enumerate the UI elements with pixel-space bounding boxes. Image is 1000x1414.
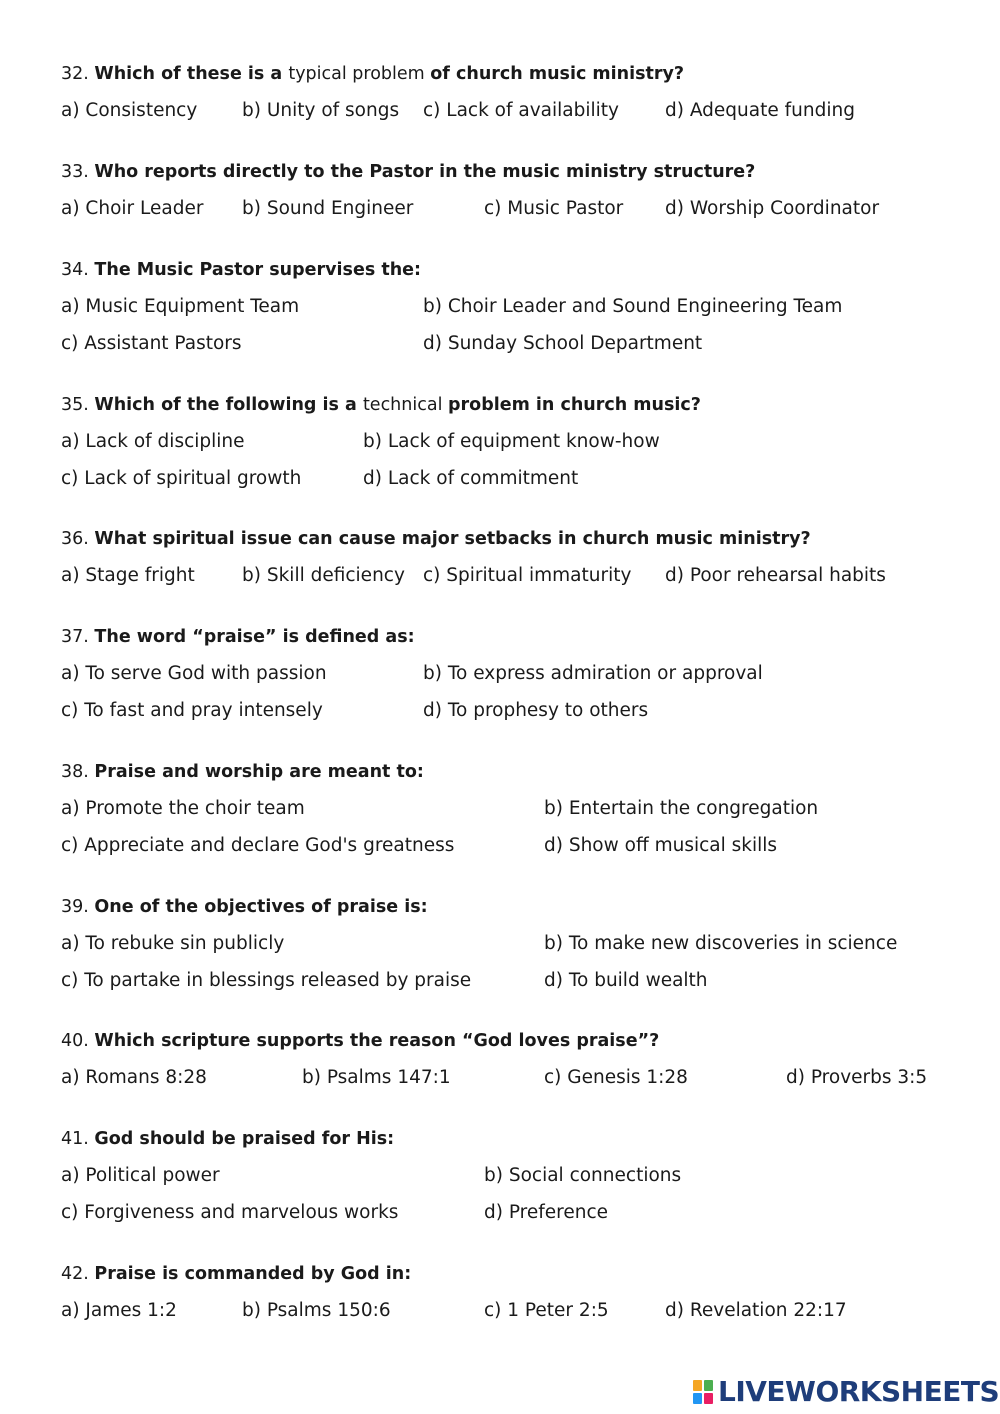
answer-option[interactable]: d) Preference [484,1202,609,1223]
answer-option[interactable]: d) Adequate funding [665,100,855,121]
answer-option[interactable]: a) Political power [61,1165,220,1186]
question-text: Which scripture supports the reason “God loves praise”? [94,1031,660,1051]
question-number: 38. [61,762,89,782]
answer-option[interactable]: a) To serve God with passion [61,663,327,684]
answer-option[interactable]: c) Forgiveness and marvelous works [61,1202,399,1223]
question-39 [61,895,961,993]
options-row [61,564,961,588]
question-stem [61,1127,961,1151]
answer-option[interactable]: b) Choir Leader and Sound Engineering Team [423,296,843,317]
question-34 [61,258,961,356]
answer-option[interactable]: d) Proverbs 3:5 [786,1067,928,1088]
answer-option[interactable]: c) To fast and pray intensely [61,700,323,721]
question-text: Praise and worship are meant to: [94,762,424,782]
answer-option[interactable]: a) Choir Leader [61,198,204,219]
answer-option[interactable]: c) Lack of spiritual growth [61,468,302,489]
answer-option[interactable]: b) Unity of songs [242,100,400,121]
answer-option[interactable]: c) Music Pastor [484,198,624,219]
question-number: 36. [61,529,89,549]
answer-option[interactable]: b) Psalms 150:6 [242,1300,391,1321]
answer-option[interactable]: c) Assistant Pastors [61,333,242,354]
options-row [61,834,961,858]
question-text: technical [362,395,449,415]
question-stem [61,62,961,86]
options-row [61,99,961,123]
options-row [61,932,961,956]
answer-option[interactable]: c) Genesis 1:28 [544,1067,688,1088]
answer-option[interactable]: b) Skill deficiency [242,565,405,586]
question-text: problem in church music? [448,395,701,415]
options-row [61,797,961,821]
question-number: 37. [61,627,89,647]
question-stem [61,527,961,551]
answer-option[interactable]: d) Poor rehearsal habits [665,565,886,586]
answer-option[interactable]: a) Stage fright [61,565,195,586]
question-text: Praise is commanded by God in: [94,1264,412,1284]
answer-option[interactable]: a) Romans 8:28 [61,1067,207,1088]
question-35 [61,393,961,491]
question-41 [61,1127,961,1225]
answer-option[interactable]: b) To make new discoveries in science [544,933,898,954]
answer-option[interactable]: b) Social connections [484,1165,682,1186]
answer-option[interactable]: c) Appreciate and declare God's greatness [61,835,455,856]
question-text: Which of the following is a [94,395,363,415]
question-stem [61,393,961,417]
question-stem [61,160,961,184]
question-text: Which of these is a [94,64,289,84]
question-number: 32. [61,64,89,84]
answer-option[interactable]: d) To build wealth [544,970,708,991]
answer-option[interactable]: c) 1 Peter 2:5 [484,1300,609,1321]
answer-option[interactable]: a) To rebuke sin publicly [61,933,285,954]
answer-option[interactable]: d) Sunday School Department [423,333,703,354]
options-row [61,662,961,686]
question-stem [61,760,961,784]
question-36 [61,527,961,588]
answer-option[interactable]: a) Consistency [61,100,198,121]
options-row [61,1299,961,1323]
question-37 [61,625,961,723]
question-text: God should be praised for His: [94,1129,395,1149]
question-42 [61,1262,961,1323]
answer-option[interactable]: a) Promote the choir team [61,798,305,819]
question-stem [61,1262,961,1286]
question-text: Who reports directly to the Pastor in the music ministry structure? [94,162,756,182]
question-number: 41. [61,1129,89,1149]
question-number: 35. [61,395,89,415]
question-text: The word “praise” is defined as: [94,627,415,647]
answer-option[interactable]: c) Spiritual immaturity [423,565,632,586]
answer-option[interactable]: b) Entertain the congregation [544,798,819,819]
question-stem [61,1029,961,1053]
question-text: What spiritual issue can cause major setbacks in church music ministry? [94,529,811,549]
question-text: The Music Pastor supervises the: [94,260,422,280]
question-32 [61,62,961,123]
question-number: 33. [61,162,89,182]
answer-option[interactable]: c) Lack of availability [423,100,619,121]
answer-option[interactable]: b) To express admiration or approval [423,663,763,684]
answer-option[interactable]: d) To prophesy to others [423,700,649,721]
options-row [61,1066,961,1090]
answer-option[interactable]: d) Revelation 22:17 [665,1300,847,1321]
logo-mark-icon [692,1379,714,1405]
answer-option[interactable]: a) Music Equipment Team [61,296,300,317]
question-number: 40. [61,1031,89,1051]
options-row [61,969,961,993]
options-row [61,332,961,356]
question-stem [61,625,961,649]
question-38 [61,760,961,858]
question-number: 34. [61,260,89,280]
question-text: of church music ministry? [430,64,685,84]
question-stem [61,895,961,919]
question-text: typical problem [288,64,431,84]
logo-text: LIVEWORKSHEETS [718,1375,1000,1408]
liveworksheets-logo [692,1374,999,1410]
question-text: One of the objectives of praise is: [94,897,428,917]
options-row [61,1201,961,1225]
answer-option[interactable]: a) Lack of discipline [61,431,245,452]
answer-option[interactable]: b) Psalms 147:1 [302,1067,451,1088]
answer-option[interactable]: d) Show off musical skills [544,835,778,856]
answer-option[interactable]: b) Sound Engineer [242,198,414,219]
options-row [61,295,961,319]
question-33 [61,160,961,221]
answer-option[interactable]: d) Worship Coordinator [665,198,880,219]
answer-option[interactable]: d) Lack of commitment [363,468,579,489]
answer-option[interactable]: a) James 1:2 [61,1300,177,1321]
options-row [61,467,961,491]
options-row [61,699,961,723]
question-number: 42. [61,1264,89,1284]
question-40 [61,1029,961,1090]
question-stem [61,258,961,282]
answer-option[interactable]: c) To partake in blessings released by praise [61,970,472,991]
options-row [61,197,961,221]
question-number: 39. [61,897,89,917]
options-row [61,430,961,454]
answer-option[interactable]: b) Lack of equipment know-how [363,431,660,452]
options-row [61,1164,961,1188]
